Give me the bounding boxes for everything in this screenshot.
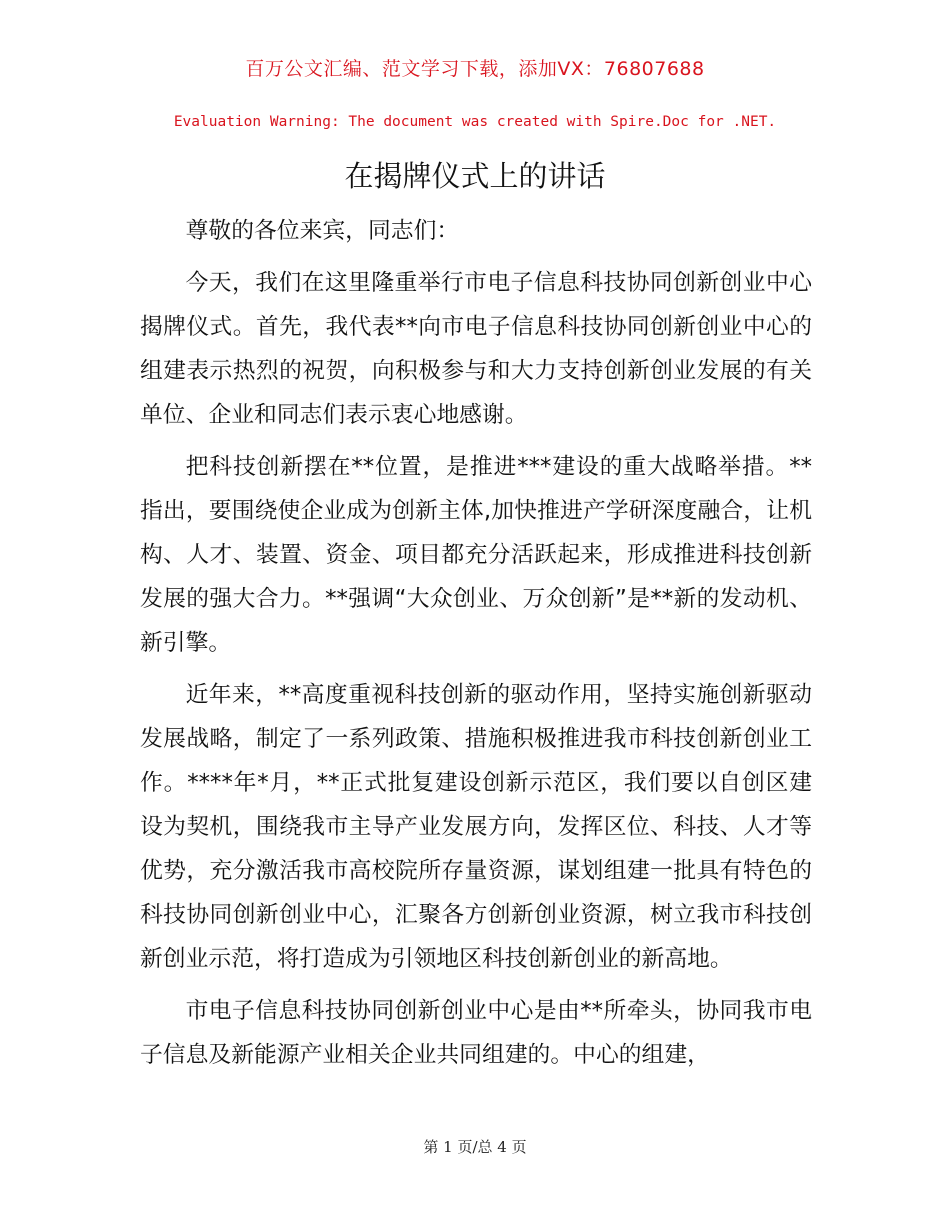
document-body	[140, 209, 812, 1077]
paragraph: 今天，我们在这里隆重举行市电子信息科技协同创新创业中心揭牌仪式。首先，我代表**向市电子信息科技协同创新创业中心的组建表示热烈的祝贺，向积极参与和大力支持创新创业发展的有关单位、企业和同志们表示衷心地感谢。	[140, 270, 812, 428]
paragraph: 把科技创新摆在**位置，是推进***建设的重大战略举措。**指出，要围绕使企业成为创新主体,加快推进产学研深度融合，让机构、人才、装置、资金、项目都充分活跃起来，形成推进科技创新发展的强大合力。**强调“大众创业、万众创新”是**新的发动机、新引擎。	[140, 454, 812, 656]
promo-banner: 百万公文汇编、范文学习下载，添加VX：76807688	[245, 58, 705, 80]
paragraph: 市电子信息科技协同创新创业中心是由**所牵头，协同我市电子信息及新能源产业相关企业共同组建的。中心的组建，	[140, 998, 812, 1068]
document-title: 在揭牌仪式上的讲话	[344, 159, 606, 193]
paragraph: 近年来，**高度重视科技创新的驱动作用，坚持实施创新驱动发展战略，制定了一系列政策、措施积极推进我市科技创新创业工作。****年*月，**正式批复建设创新示范区，我们要以自创区建设为契机，围绕我市主导产业发展方向，发挥区位、科技、人才等优势，充分激活我市高校院所存量资源，谋划组建一批具有特色的科技协同创新创业中心，汇聚各方创新创业资源，树立我市科技创新创业示范，将打造成为引领地区科技创新创业的新高地。	[140, 682, 812, 972]
salutation: 尊敬的各位来宾，同志们：	[185, 218, 460, 244]
page-indicator: 第 1 页/总 4 页	[423, 1138, 527, 1156]
evaluation-warning: Evaluation Warning: The document was created with Spire.Doc for .NET.	[173, 114, 777, 130]
